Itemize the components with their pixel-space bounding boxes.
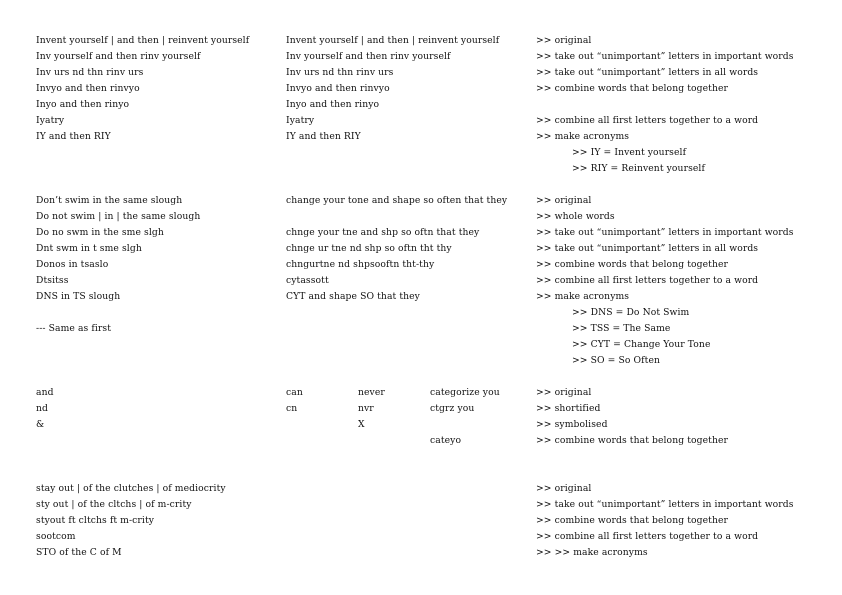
note: >> original	[536, 387, 592, 398]
cell-c2: chnge ur tne nd shp so oftn tht thy	[286, 243, 452, 254]
cell-c1: DNS in TS slough	[36, 291, 121, 302]
cell-c1: Inv yourself and then rinv yourself	[36, 51, 201, 62]
acronym: >> TSS = The Same	[572, 323, 671, 334]
cell-c2: change your tone and shape so often that they	[286, 195, 508, 206]
cell-c3: X	[358, 419, 365, 430]
extra-text: --- Same as first	[36, 323, 112, 334]
note: >> combine words that belong together	[536, 259, 728, 270]
note: >> >> make acronyms	[536, 547, 648, 558]
note: >> shortified	[536, 403, 601, 414]
cell-c1: Inv urs nd thn rinv urs	[36, 67, 144, 78]
cell-c1: Donos in tsaslo	[36, 259, 109, 270]
note: >> combine words that belong together	[536, 515, 728, 526]
note: >> take out “unimportant” letters in important words	[536, 499, 794, 510]
cell-c2: IY and then RIY	[286, 131, 361, 142]
note: >> take out “unimportant” letters in all words	[536, 243, 759, 254]
cell-c4: ctgrz you	[430, 403, 475, 414]
cell-c1: Dtsitss	[36, 275, 69, 286]
cell-c1: Do not swim | in | the same slough	[36, 211, 201, 222]
cell-c2: chnge your tne and shp so oftn that they	[286, 227, 480, 238]
cell-c1: stay out | of the clutches | of mediocrity	[36, 483, 226, 494]
cell-c3: nvr	[358, 403, 374, 414]
note: >> combine all first letters together to a word	[536, 531, 759, 542]
cell-c2: cytassott	[286, 275, 329, 286]
cell-c2: Invyo and then rinvyo	[286, 83, 390, 94]
note: >> whole words	[536, 211, 615, 222]
cell-c1: Do no swm in the sme slgh	[36, 227, 164, 238]
cell-c2: can	[286, 387, 303, 398]
acronym: >> SO = So Often	[572, 355, 661, 366]
note: >> original	[536, 483, 592, 494]
cell-c2: Inv urs nd thn rinv urs	[286, 67, 394, 78]
note: >> make acronyms	[536, 131, 630, 142]
cell-c1: IY and then RIY	[36, 131, 111, 142]
cell-c2: chngurtne nd shpsooftn tht-thy	[286, 259, 435, 270]
note: >> original	[536, 35, 592, 46]
note: >> take out “unimportant” letters in all words	[536, 67, 759, 78]
note: >> combine words that belong together	[536, 435, 728, 446]
cell-c1: &	[36, 419, 45, 430]
note: >> combine words that belong together	[536, 83, 728, 94]
cell-c3: never	[358, 387, 385, 398]
cell-c1: Invyo and then rinvyo	[36, 83, 140, 94]
acronym: >> DNS = Do Not Swim	[572, 307, 690, 318]
acronym: >> CYT = Change Your Tone	[572, 339, 711, 350]
note: >> take out “unimportant” letters in important words	[536, 51, 794, 62]
cell-c2: cn	[286, 403, 298, 414]
acronym: >> RIY = Reinvent yourself	[572, 163, 705, 174]
note: >> symbolised	[536, 419, 608, 430]
note: >> combine all first letters together to a word	[536, 275, 759, 286]
cell-c1: Don’t swim in the same slough	[36, 195, 183, 206]
cell-c2: Inv yourself and then rinv yourself	[286, 51, 451, 62]
note: >> original	[536, 195, 592, 206]
cell-c1: Inyo and then rinyo	[36, 99, 130, 110]
cell-c1: Iyatry	[36, 115, 65, 126]
cell-c4: cateyo	[430, 435, 462, 446]
cell-c1: styout ft cltchs ft m-crity	[36, 515, 155, 526]
note: >> make acronyms	[536, 291, 630, 302]
cell-c1: and	[36, 387, 54, 398]
cell-c4: categorize you	[430, 387, 500, 398]
acronym: >> IY = Invent yourself	[572, 147, 687, 158]
cell-c2: Inyo and then rinyo	[286, 99, 380, 110]
note: >> combine all first letters together to a word	[536, 115, 759, 126]
cell-c1: sootcom	[36, 531, 76, 542]
cell-c2: Invent yourself | and then | reinvent yourself	[286, 35, 500, 46]
cell-c1: STO of the C of M	[36, 547, 122, 558]
cell-c1: nd	[36, 403, 48, 414]
cell-c1: Dnt swm in t sme slgh	[36, 243, 142, 254]
cell-c1: sty out | of the cltchs | of m-crity	[36, 499, 192, 510]
cell-c1: Invent yourself | and then | reinvent yourself	[36, 35, 250, 46]
note: >> take out “unimportant” letters in important words	[536, 227, 794, 238]
cell-c2: Iyatry	[286, 115, 315, 126]
cell-c2: CYT and shape SO that they	[286, 291, 420, 302]
